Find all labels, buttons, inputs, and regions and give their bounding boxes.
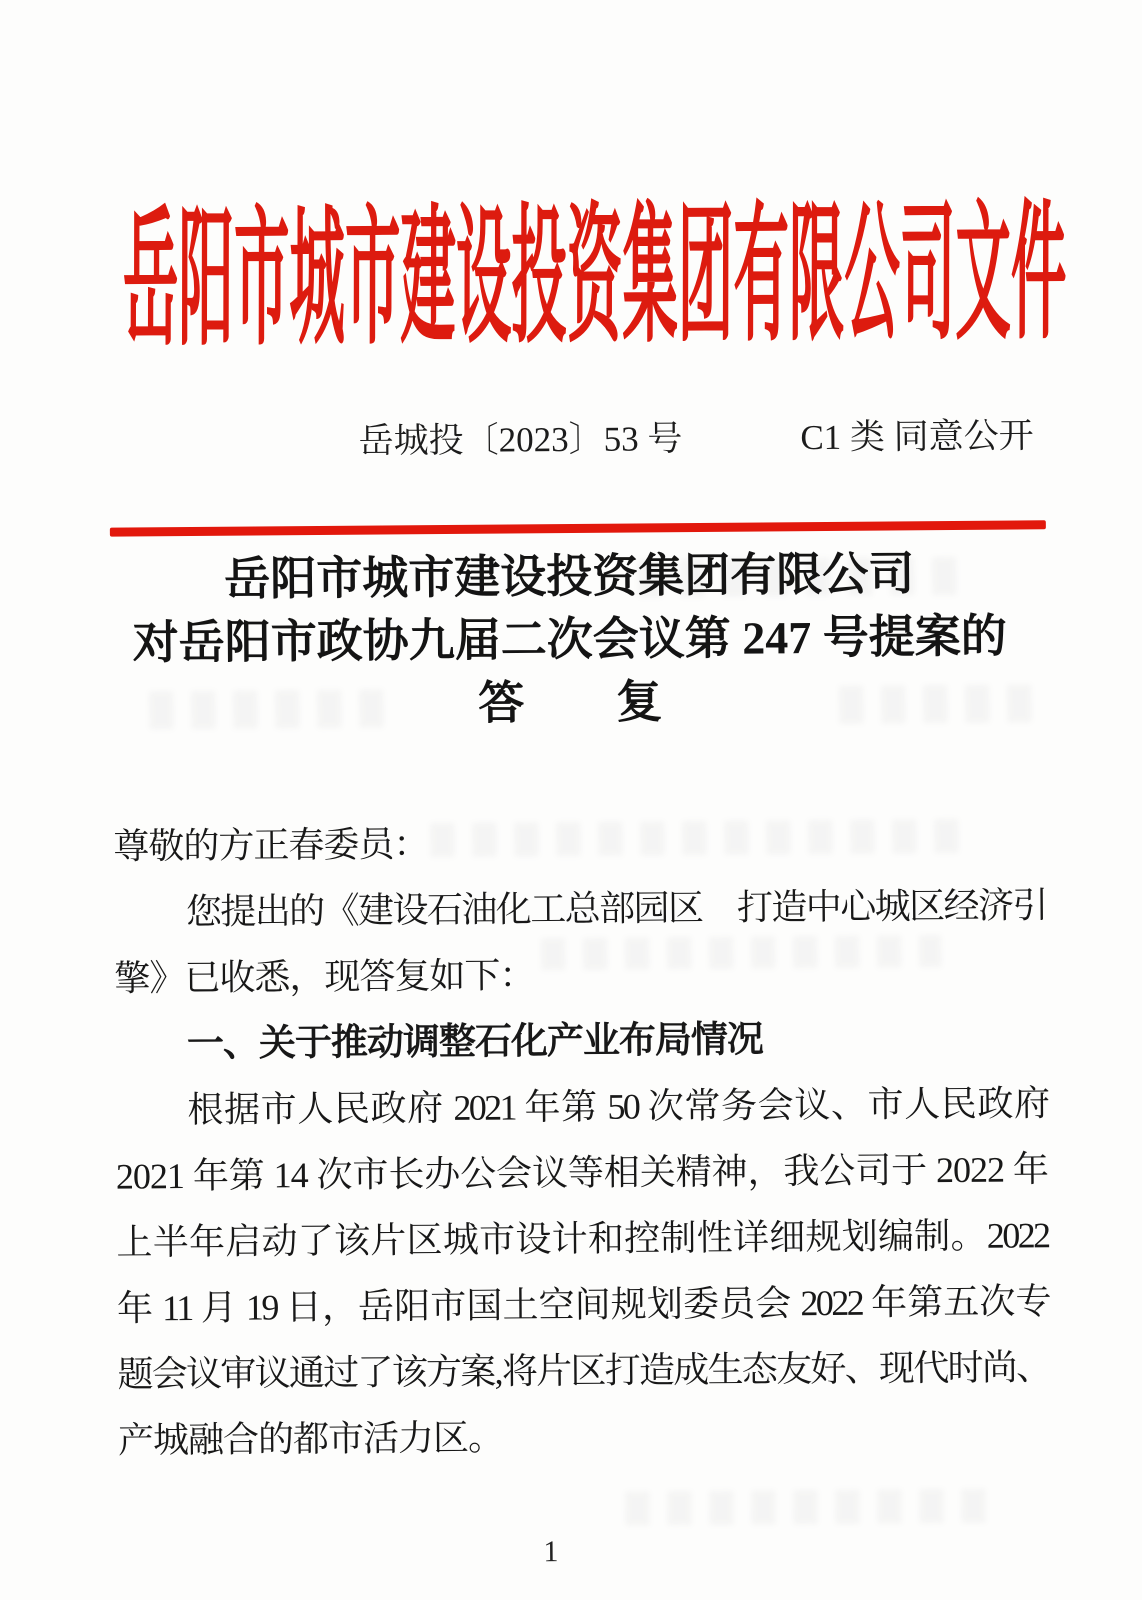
body-line: 擎》已收悉，现答复如下： [114, 955, 535, 999]
body-line: 上半年启动了该片区城市设计和控制性详细规划编制。2022 [116, 1215, 1049, 1263]
body-line: 年 11 月 19 日，岳阳市国土空间规划委员会 2022 年第五次专 [116, 1281, 1050, 1329]
document-title-line-1: 岳阳市城市建设投资集团有限公司 [224, 548, 915, 605]
document-title [0, 541, 1141, 739]
page-number: 1 [543, 1535, 559, 1569]
doc-number: 岳城投〔2023〕53 号 [358, 419, 683, 461]
classification-label: C1 类 同意公开 [800, 416, 1034, 458]
document-title-line-2: 对岳阳市政协九届二次会议第 247 号提案的 [132, 610, 1007, 669]
section-heading: 一、关于推动调整石化产业布局情况 [186, 1018, 764, 1065]
salutation-line: 尊敬的方正春委员： [113, 824, 429, 867]
body-line: 您提出的《建设石油化工总部园区 打造中心城区经济引 [185, 885, 1046, 933]
doc-meta-row [125, 414, 1142, 465]
body-line: 产城融合的都市活力区。 [117, 1417, 504, 1461]
bleedthrough-ghost [625, 1489, 985, 1526]
red-rule-divider [110, 520, 1046, 536]
document-title-line-3: 答 复 [478, 676, 663, 729]
letterhead-title: 岳阳市城市建设投资集团有限公司文件 [122, 191, 1067, 365]
body-line: 根据市人民政府 2021 年第 50 次常务会议、市人民政府 [187, 1083, 1048, 1131]
body-line: 2021 年第 14 次市长办公会议等相关精神，我公司于 2022 年 [115, 1149, 1049, 1197]
body-text [113, 806, 1050, 1473]
body-line: 题会议审议通过了该方案,将片区打造成生态友好、现代时尚、 [117, 1347, 1050, 1395]
